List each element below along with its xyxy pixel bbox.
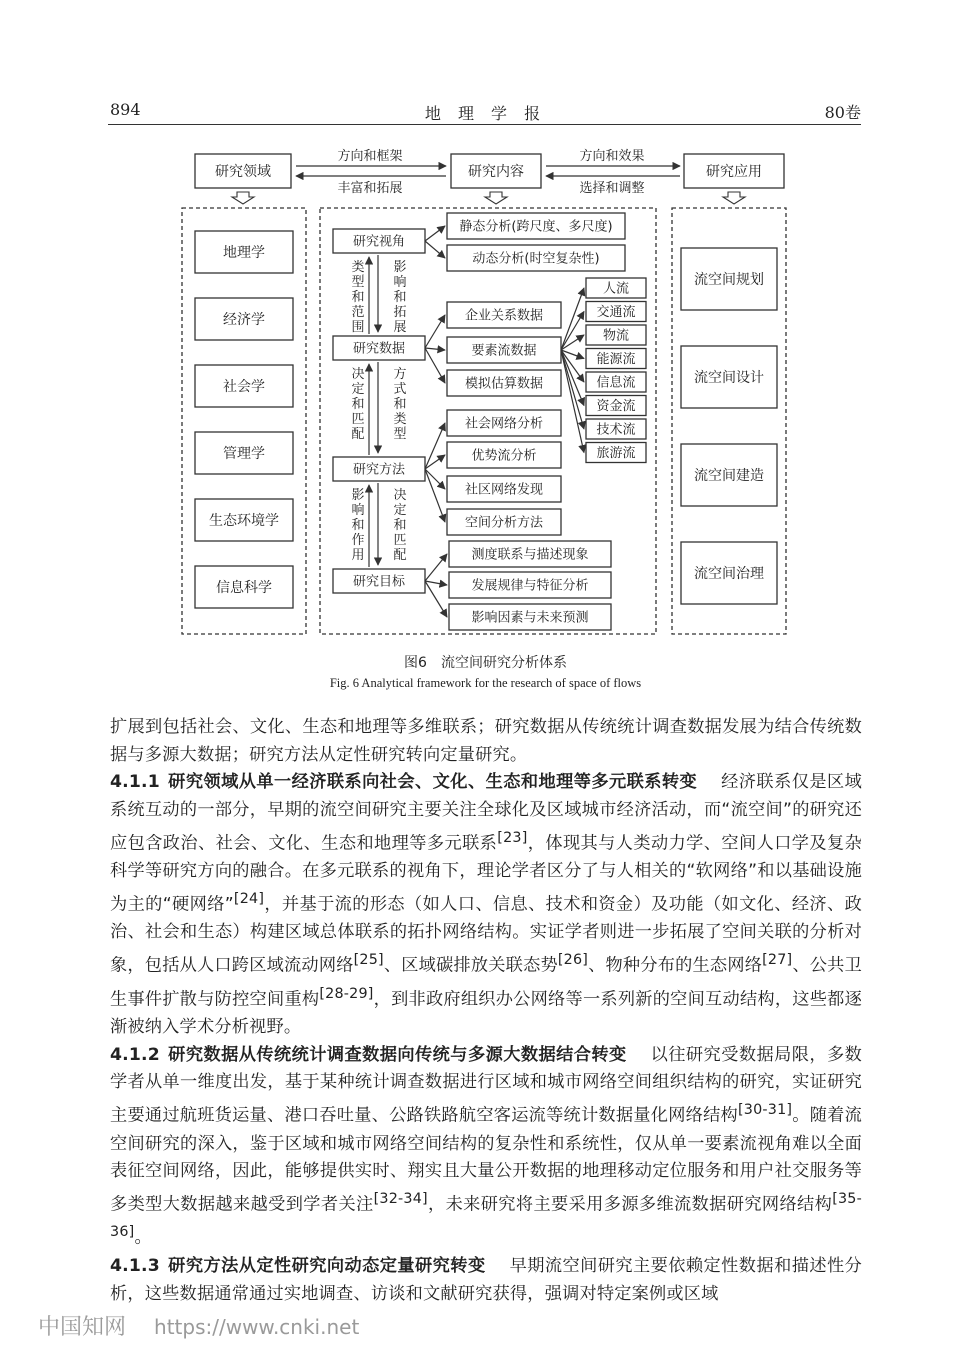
journal-name: 地 理 学 报 [424,104,547,123]
footer-url[interactable]: https://www.cnki.net [154,1315,360,1339]
application-box-label: 流空间规划 [694,272,764,289]
link-label-up: 配 [351,427,365,442]
discipline-box-label: 管理学 [223,446,265,463]
box-research-content-label: 研究内容 [468,164,524,181]
citation: [24] [233,890,265,907]
link-label-up: 决 [351,367,365,382]
data-item-box-label: 要素流数据 [471,343,537,359]
method-item-box-label: 优势流分析 [471,448,537,464]
figure-caption-en: Fig. 6 Analytical framework for the research of space of flows [329,676,642,690]
down-arrow-icon [232,192,254,204]
application-box-label: 流空间建造 [694,468,764,485]
goal-item-box-label: 发展规律与特征分析 [471,578,589,594]
footer-watermark [38,1310,359,1341]
discipline-box-label: 地理学 [223,245,265,262]
core-box-label: 研究数据 [352,341,406,357]
box-research-field-label: 研究领域 [215,164,271,181]
link-label-down: 和 [393,518,407,533]
flow-type-box-label: 资金流 [596,399,636,415]
link-label-up: 和 [351,397,365,412]
link-label-down: 和 [393,397,407,412]
section-4-1-3: 4.1.3 研究方法从定性研究向动态定量研究转变 早期流空间研究主要依赖定性数据和描述性分析，这些数据通常通过实地调查、访谈和文献研究获得，强调对特定案例或区域 [110,1255,862,1304]
link-label-up: 响 [351,503,365,518]
section-title: 研究方法从定性研究向动态定量研究转变 [167,1255,486,1276]
method-item-box-label: 社会网络分析 [464,416,544,432]
flow-type-box-label: 旅游流 [596,446,636,462]
page-number: 894 [110,100,141,119]
link-label-down: 响 [393,275,407,290]
down-arrow-icon [723,192,745,204]
flow-type-box-label: 能源流 [596,352,636,368]
core-box-label: 研究视角 [352,234,406,250]
method-item-box-label: 空间分析方法 [464,515,544,531]
link-label-up: 围 [351,320,365,335]
section-number: 4.1.2 [110,1044,160,1065]
body-text [110,714,862,1308]
data-item-box-label: 模拟估算数据 [464,376,544,392]
section-4-1-1: 4.1.1 研究领域从单一经济联系向社会、文化、生态和地理等多元联系转变 经济联系仅是区域系统互动的一部分，早期的流空间研究主要关注全球化及区域城市经济活动，而“流空间”的研究还应包含政治、社会、文化、生态和地理等多元联系[23]，体现其与人类动力学、空间人口学及复杂科学等研究方向的融合。在多元联系的视角下，理论学者区分了与人相关的“软网络”和以基础设施为主的“硬网络”[24]，并基于流的形态（如人口、信息、技术和资金）及功能（如文化、经济、政治、社会和生态）构建区域总体联系的拓扑网络结构。实证学者则进一步拓展了空间关联的分析对象，包括从人口跨区域流动网络[25]、区域碳排放关联态势[26]、物种分布的生态网络[27]、公共卫生事件扩散与防控空间重构[28-29]，到非政府组织办公网络等一系列新的空间互动结构，这些都逐渐被纳入学术分析视野。 [110,772,863,1037]
link-label-down: 拓 [393,305,407,320]
discipline-box-label: 社会学 [223,379,265,396]
citation: [32-34] [373,1190,428,1207]
volume-label: 80卷 [824,103,861,122]
flow-type-box-label: 信息流 [596,375,636,391]
link-label-up: 匹 [351,412,365,427]
section-title: 研究领域从单一经济联系向社会、文化、生态和地理等多元联系转变 [167,772,698,793]
label-direction-framework: 方向和框架 [337,149,403,164]
goal-item-box-label: 影响因素与未来预测 [471,610,589,626]
link-label-down: 类 [393,412,407,427]
link-label-down: 方 [393,367,407,382]
flow-type-box-label: 物流 [602,328,630,344]
box-research-application-label: 研究应用 [706,164,762,181]
label-enrich-expand: 丰富和拓展 [337,181,403,196]
link-label-down: 决 [393,488,407,503]
link-label-down: 和 [393,290,407,305]
footer-brand: 中国知网 [38,1315,127,1340]
citation: [23] [497,829,528,846]
label-select-adjust: 选择和调整 [579,181,645,196]
flow-type-box-label: 技术流 [596,422,636,438]
link-label-up: 类 [351,260,365,275]
data-item-box-label: 企业关系数据 [464,308,544,324]
flow-type-box-label: 人流 [602,281,630,297]
flow-type-box-label: 交通流 [596,305,636,321]
link-label-up: 影 [351,488,365,503]
section-4-1-2: 4.1.2 研究数据从传统统计调查数据向传统与多源大数据结合转变 以往研究受数据局限，多数学者从单一维度出发，基于某种统计调查数据进行区域和城市网络空间组织结构的研究，实证研究主要通过航班货运量、港口吞吐量、公路铁路航空客运流等统计数据量化网络结构[30-31]。随着流空间研究的深入，鉴于区域和城市网络空间结构的复杂性和系统性，仅从单一要素流视角难以全面表征空间网络，因此，能够提供实时、翔实且大量公开数据的地理移动定位服务和用户社交服务等多类型大数据越来越受到学者关注[32-34]，未来研究将主要采用多源多维流数据研究网络结构[35-36]。 [110,1044,863,1249]
discipline-box-label: 信息科学 [216,580,272,597]
intro-paragraph: 扩展到包括社会、文化、生态和地理等多维联系；研究数据从传统统计调查数据发展为结合传统数据与多源大数据；研究方法从定性研究转向定量研究。 [110,717,862,765]
link-label-down: 匹 [393,533,407,548]
section-number: 4.1.1 [110,772,160,793]
discipline-box-label: 生态环境学 [209,513,279,530]
core-box-label: 研究方法 [352,462,406,478]
link-label-up: 和 [351,518,365,533]
figure-caption-cn: 图6 流空间研究分析体系 [404,655,567,671]
core-box-label: 研究目标 [352,574,406,590]
link-label-up: 定 [351,382,365,397]
link-label-down: 式 [393,382,407,397]
citation: [30-31] [737,1102,793,1119]
application-box-label: 流空间设计 [694,370,764,387]
citation: [27] [762,952,793,969]
link-label-up: 和 [351,290,365,305]
citation: [35-36] [110,1190,862,1241]
perspective-item-box-label: 静态分析(跨尺度、多尺度) [459,219,613,235]
figure-diagram [0,0,971,650]
perspective-item-box-label: 动态分析(时空复杂性) [472,251,600,267]
link-label-down: 定 [393,503,407,518]
citation: [25] [353,952,384,969]
discipline-box-label: 经济学 [223,312,265,329]
citation: [28-29] [319,985,374,1002]
link-label-up: 范 [351,305,365,320]
link-label-up: 型 [351,275,365,290]
goal-item-box-label: 测度联系与描述现象 [471,547,589,563]
link-label-down: 配 [393,548,407,563]
section-title: 研究数据从传统统计调查数据向传统与多源大数据结合转变 [167,1044,627,1065]
label-direction-effect: 方向和效果 [579,149,645,164]
method-item-box-label: 社区网络发现 [464,482,544,498]
link-label-down: 展 [393,320,407,335]
application-box-label: 流空间治理 [694,566,764,583]
link-label-up: 作 [351,533,365,548]
down-arrow-icon [485,192,507,204]
link-label-down: 影 [393,260,407,275]
link-label-up: 用 [351,548,365,563]
link-label-down: 型 [393,427,407,442]
citation: [26] [557,952,589,969]
section-number: 4.1.3 [110,1255,160,1276]
